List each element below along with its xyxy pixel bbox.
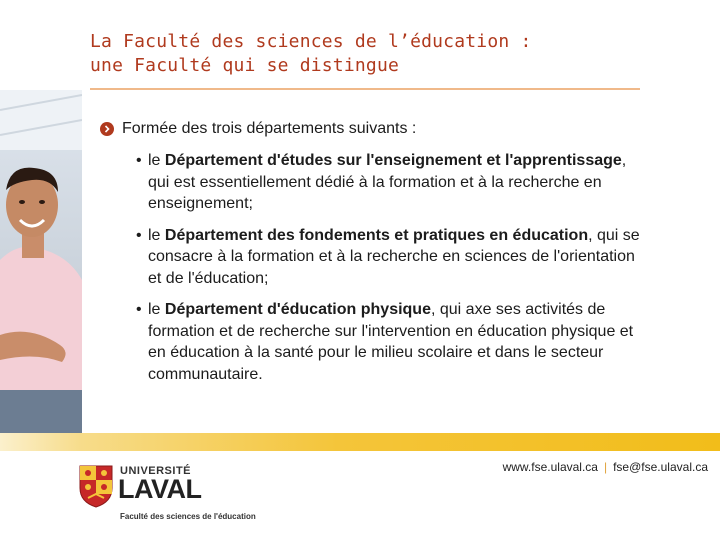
logo-faculty-text: Faculté des sciences de l'éducation: [120, 512, 256, 521]
title-line-2: une Faculté qui se distingue: [90, 55, 400, 76]
department-name: Département d'éducation physique: [164, 301, 431, 318]
slide-title: [90, 30, 650, 78]
footer-links: [503, 460, 708, 474]
content-area: [100, 118, 640, 395]
department-description: , qui se consacre à la formation et à la recherche en sciences de l'orientation et de l'éducation;: [148, 226, 640, 287]
student-photo: [0, 90, 82, 435]
email-link[interactable]: fse@fse.ulaval.ca: [613, 460, 708, 474]
chevron-right-circle-icon: [100, 122, 114, 136]
main-bullet: [100, 118, 640, 140]
bullet-dot: •: [136, 152, 142, 169]
list-item-department-2: [136, 225, 640, 290]
universite-laval-logo: [78, 462, 256, 524]
footer-separator: |: [603, 460, 608, 474]
title-divider: [90, 88, 640, 90]
item-prefix: le: [148, 152, 165, 169]
item-prefix: le: [148, 226, 165, 244]
list-item-department-1: [136, 150, 640, 215]
coat-of-arms-icon: [78, 464, 114, 508]
department-name: Département des fondements et pratiques en éducation: [164, 226, 589, 244]
title-line-1: La Faculté des sciences de l’éducation :: [90, 31, 532, 52]
department-description: , qui est essentiellement dédié à la formation et à la recherche en enseignement;: [148, 152, 627, 212]
logo-university-text: UNIVERSITÉ: [120, 465, 192, 477]
bullet-dot: •: [136, 226, 142, 244]
bullet-dot: •: [136, 301, 142, 318]
item-prefix: le: [148, 301, 165, 318]
department-description: , qui axe ses activités de formation et de recherche sur l'intervention en éducation physique et en éducation à la santé pour le milieu scolaire et dans le secteur communautaire.: [148, 301, 634, 383]
footer-band: [82, 433, 720, 451]
list-item-department-3: [136, 299, 640, 385]
department-name: Département d'études sur l'enseignement et l'apprentissage: [164, 152, 622, 169]
intro-text: Formée des trois départements suivants :: [122, 120, 417, 137]
logo-laval-text: LAVAL: [118, 474, 202, 504]
website-link[interactable]: www.fse.ulaval.ca: [502, 460, 598, 474]
department-list: [136, 150, 640, 385]
footer-band-left: [0, 433, 82, 451]
